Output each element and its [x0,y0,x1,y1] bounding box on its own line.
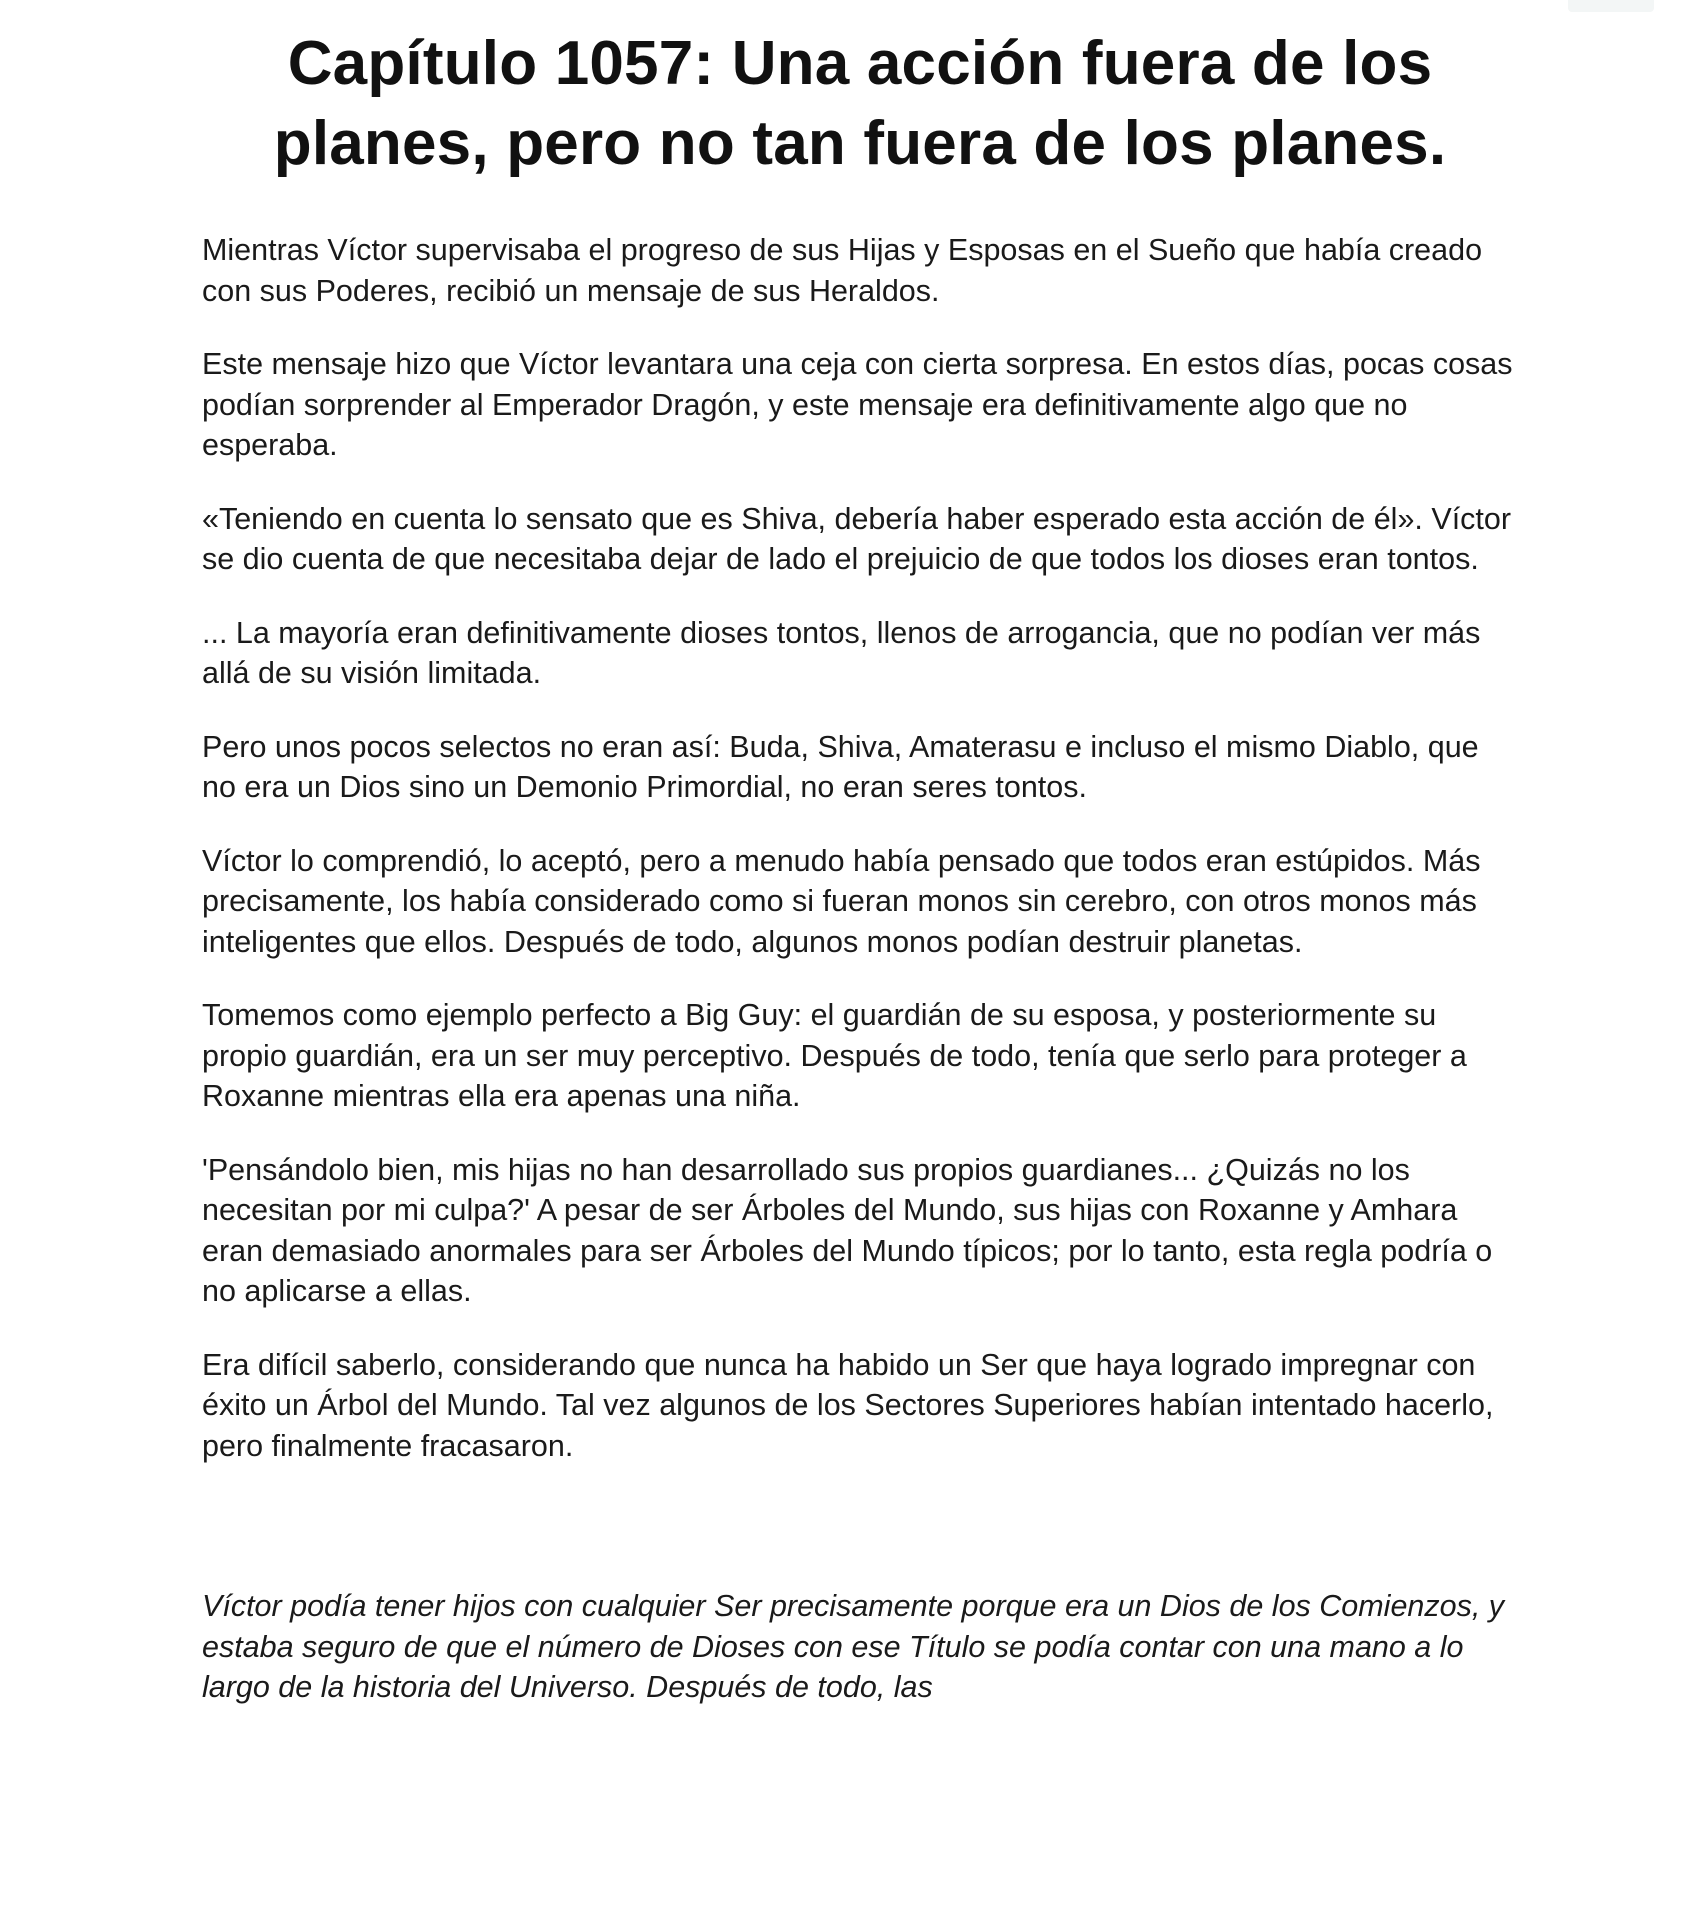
chapter-title-line-2: planes, pero no tan fuera de los planes. [273,109,1447,178]
chapter-title [202,24,1518,184]
paragraph-7: Tomemos como ejemplo perfecto a Big Guy: el guardián de su esposa, y posteriormente su propio guardián, era un ser muy perceptivo. Después de todo, tenía que serlo para proteger a Roxanne mientras ella era apenas una niña. [202,998,1467,1113]
corner-tab-mark [1568,0,1654,12]
chapter-title-line-1: Capítulo 1057: Una acción fuera de los [287,29,1433,98]
chapter-body [202,230,1518,1708]
paragraph-9: Era difícil saberlo, considerando que nunca ha habido un Ser que haya logrado impregnar con éxito un Árbol del Mundo. Tal vez algunos de los Sectores Superiores habían intentado hacerlo, pero finalmente fracasaron. [202,1347,1494,1463]
paragraph-6: Víctor lo comprendió, lo aceptó, pero a menudo había pensado que todos eran estúpidos. Más precisamente, los había considerado como si fueran monos sin cerebro, con otros monos más inteligentes que ellos. Después de todo, algunos monos podían destruir planetas. [202,843,1481,959]
document-page [202,24,1518,1738]
paragraph-2: Este mensaje hizo que Víctor levantara una ceja con cierta sorpresa. En estos días, pocas cosas podían sorprender al Emperador Dragón, y este mensaje era definitivamente algo que no esperaba. [202,347,1513,462]
paragraph-4: ... La mayoría eran definitivamente dioses tontos, llenos de arrogancia, que no podían ver más allá de su visión limitada. [202,615,1481,690]
italic-paragraph: Víctor podía tener hijos con cualquier Ser precisamente porque era un Dios de los Comienzos, y estaba seguro de que el número de Dioses con ese Título se podía contar con una mano a lo largo de la historia del Universo. Después de todo, las [202,1589,1505,1704]
paragraph-8: 'Pensándolo bien, mis hijas no han desarrollado sus propios guardianes... ¿Quizás no los necesitan por mi culpa?' A pesar de ser Árboles del Mundo, sus hijas con Roxanne y Amhara eran demasiado anormales para ser Árboles del Mundo típicos; por lo tanto, esta regla podría o no aplicarse a ellas. [202,1152,1493,1308]
paragraph-1: Mientras Víctor supervisaba el progreso de sus Hijas y Esposas en el Sueño que había creado con sus Poderes, recibió un mensaje de sus Heraldos. [202,233,1483,308]
paragraph-3: «Teniendo en cuenta lo sensato que es Shiva, debería haber esperado esta acción de él». Víctor se dio cuenta de que necesitaba dejar de lado el prejuicio de que todos los dioses eran tontos. [202,501,1512,576]
paragraph-5: Pero unos pocos selectos no eran así: Buda, Shiva, Amaterasu e incluso el mismo Diablo, que no era un Dios sino un Demonio Primordial, no eran seres tontos. [202,729,1479,804]
